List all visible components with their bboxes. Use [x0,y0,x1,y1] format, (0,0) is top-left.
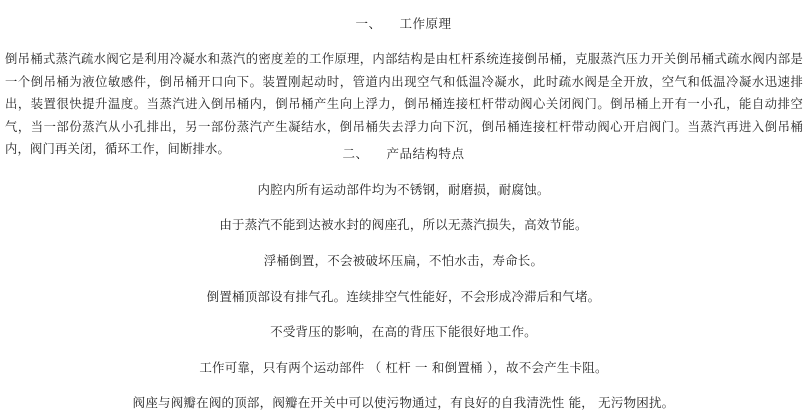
feature-item: 不受背压的影响，在高的背压下能很好地工作。 [270,324,537,339]
section-heading-working-principle [0,14,807,32]
feature-item: 倒置桶顶部设有排气孔。连续排空气性能好，不会形成冷滞后和气堵。 [206,289,601,304]
intro-paragraph: 倒吊桶式蒸汽疏水阀它是利用冷凝水和蒸汽的密度差的工作原理，内部结构是由杠杆系统连接倒吊桶，克服蒸汽压力开关倒吊桶式疏水阀内部是一个倒吊桶为液位敏感件，倒吊桶开口向下。装置刚起动时，管道内出现空气和低温冷凝水，此时疏水阀是全开放，空气和低温冷凝水迅速排出，装置很快提升温度。当蒸汽进入倒吊桶内，倒吊桶产生向上浮力，倒吊桶连接杠杆带动阀心关闭阀门。倒吊桶上开有一小孔，能自动排空气，当一部份蒸汽从小孔排出，另一部份蒸汽产生凝结水，倒吊桶失去浮力向下沉，倒吊桶连接杠杆带动阀心开启阀门。当蒸汽再进入倒吊桶内，阀门再关闭，循环工作，间断排水。 [5,52,803,156]
section-number: 一、 [355,16,382,31]
feature-item: 工作可靠，只有两个运动部件 （ 杠杆 一 和倒置桶 ），故不会产生卡阻。 [199,360,608,375]
feature-item: 阀座与阀瓣在阀的顶部，阀瓣在开关中可以使污物通过，有良好的自我清洗性 能， 无污物困扰。 [132,395,675,410]
section-title: 产品结构特点 [386,146,465,161]
feature-item: 由于蒸汽不能到达被水封的阀座孔，所以无蒸汽损失，高效节能。 [219,217,588,232]
section-number: 二、 [342,146,369,161]
feature-item: 浮桶倒置，不会被破坏压扁，不怕水击，寿命长。 [263,253,544,268]
section-heading-structure-features [0,144,807,162]
section-title: 工作原理 [399,16,452,31]
feature-item: 内腔内所有运动部件均为不锈钢，耐磨损，耐腐蚀。 [257,182,550,197]
